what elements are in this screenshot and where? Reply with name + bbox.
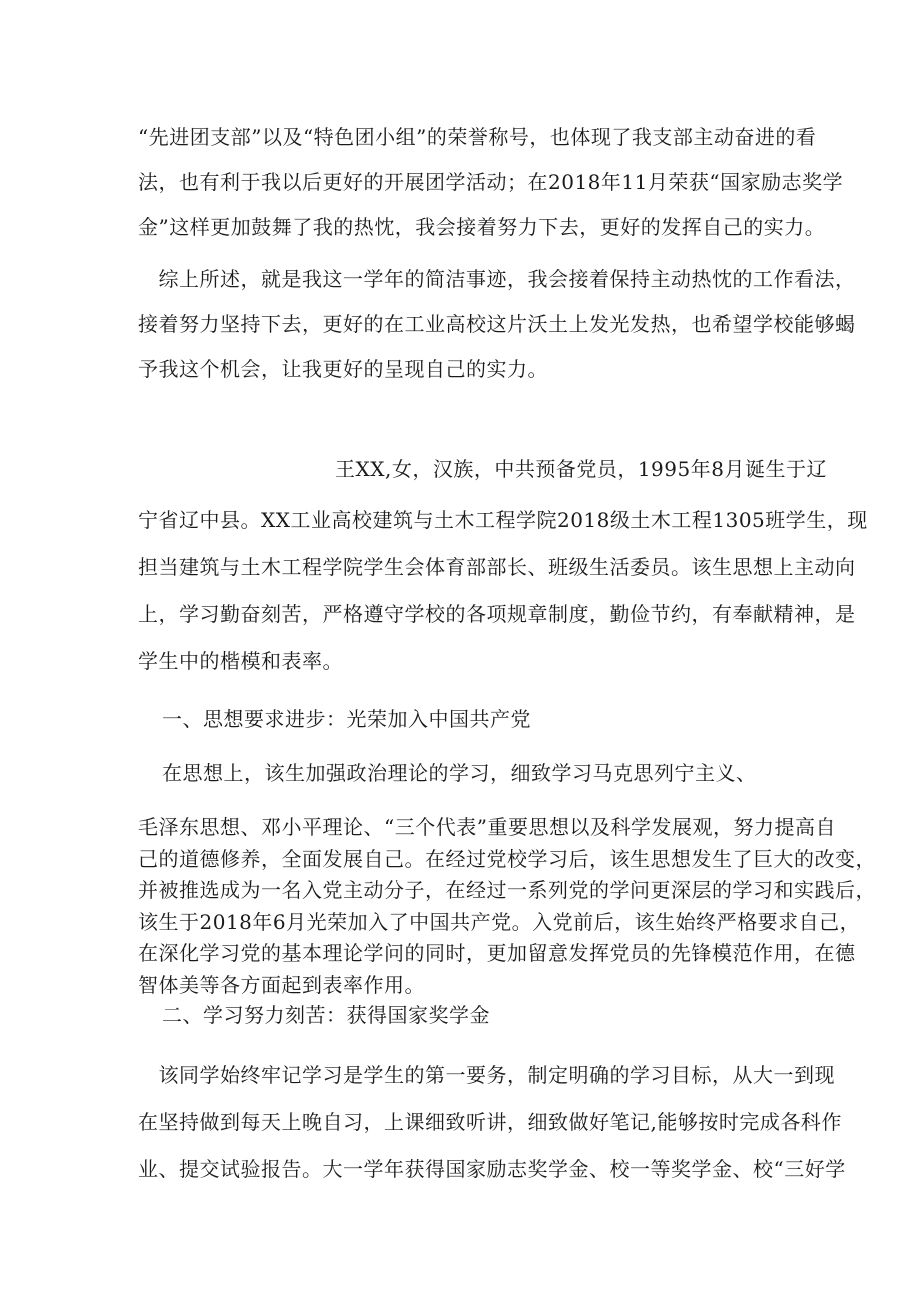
text-line: 上，学习勤奋刻苦，严格遵守学校的各项规章制度，勤俭节约，有奉献精神，是 [138, 602, 856, 626]
section-heading-1: 一、思想要求进步：光荣加入中国共产党 [162, 707, 531, 731]
text-line: 在深化学习党的基本理论学问的同时，更加留意发挥党员的先锋模范作用，在德 [138, 941, 856, 965]
text-line: 学生中的楷模和表率。 [138, 649, 343, 673]
profile-first-line: 王XX,女，汉族，中共预备党员，1995年8月诞生于辽 [335, 457, 827, 481]
paragraph-ideology [138, 812, 876, 1001]
text-line: 智体美等各方面起到表率作用。 [138, 972, 425, 997]
text-line: “先进团支部”以及“特色团小组”的荣誉称号，也体现了我支部主动奋进的看 [138, 125, 817, 149]
text-line: 金”这样更加鼓舞了我的热忱，我会接着努力下去，更好的发挥自己的实力。 [138, 215, 826, 239]
text-line: 并被推选成为一名入党主动分子，在经过一系列党的学问更深层的学习和实践后， [138, 878, 876, 902]
paragraph-summary [138, 257, 856, 392]
text-line: 宁省辽中县。XX工业高校建筑与土木工程学院2018级土木工程1305班学生，现 [138, 508, 868, 532]
text-line: 担当建筑与土木工程学院学生会体育部部长、班级生活委员。该生思想上主动向 [138, 555, 856, 579]
text-line: 综上所述，就是我这一学年的简洁事迹，我会接着保持主动热忱的工作看法， [138, 267, 856, 291]
text-line: 在坚持做到每天上晚自习，上课细致听讲，细致做好笔记,能够按时完成各科作 [138, 1110, 842, 1134]
text-line: 该同学始终牢记学习是学生的第一要务，制定明确的学习目标，从大一到现 [138, 1063, 835, 1087]
text-line: 毛泽东思想、邓小平理论、“三个代表”重要思想以及科学发展观，努力提高自 [138, 815, 836, 839]
text-line: 该生于2018年6月光荣加入了中国共产党。入党前后，该生始终严格要求自己， [138, 909, 861, 934]
text-line: 己的道德修养，全面发展自己。在经过党校学习后，该生思想发生了巨大的改变， [138, 846, 876, 871]
section-heading-2: 二、学习努力刻苦：获得国家奖学金 [162, 1003, 490, 1027]
paragraph-profile [138, 497, 868, 685]
paragraph-study [138, 1052, 846, 1193]
text-line: 业、提交试验报告。大一学年获得国家励志奖学金、校一等奖学金、校“三好学 [138, 1157, 846, 1181]
text-line: 接着努力坚持下去，更好的在工业高校这片沃土上发光发热，也希望学校能够蝎 [138, 312, 856, 336]
paragraph-ideology-intro: 在思想上，该生加强政治理论的学习，细致学习马克思列宁主义、 [162, 761, 757, 785]
text-line: 法，也有利于我以后更好的开展团学活动；在2018年11月荣获“国家励志奖学 [138, 170, 844, 194]
text-line: 予我这个机会，让我更好的呈现自己的实力。 [138, 357, 548, 381]
paragraph-honors [138, 115, 844, 250]
